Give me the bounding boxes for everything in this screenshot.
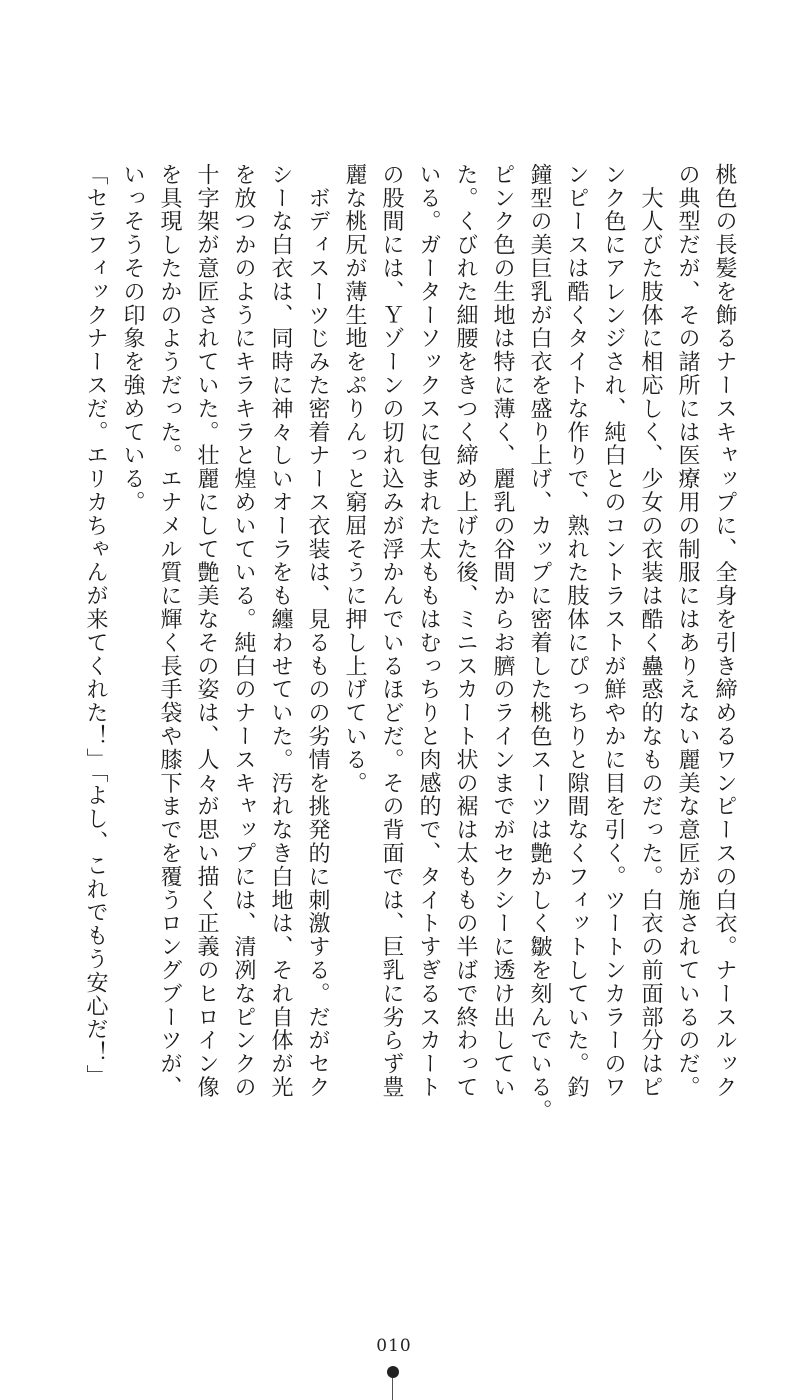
page-marker-line — [392, 1378, 393, 1400]
text-line: 桃色の長髪を飾るナースキャップに、全身を引き締めるワンピースの白衣。ナースルック — [712, 163, 737, 1099]
text-line: ボディスーツじみた密着ナース衣装は、見るものの劣情を挑発的に刺激する。だがセク — [305, 163, 330, 1099]
text-line: いる。ガーターソックスに包まれた太ももはむっちりと肉感的で、タイトすぎるスカート — [416, 163, 441, 1099]
text-line: を放つかのようにキラキラと煌めいている。純白のナースキャップには、清冽なピンクの — [231, 163, 256, 1099]
text-line: を具現したかのようだった。エナメル質に輝く長手袋や膝下までを覆うロングブーツが、 — [157, 163, 182, 1099]
text-line: ンク色にアレンジされ、純白とのコントラストが鮮やかに目を引く。ツートンカラーのワ — [601, 163, 626, 1099]
text-line: た。くびれた細腰をきつく締め上げた後、ミニスカート状の裾は太ももの半ばで終わって — [453, 163, 478, 1099]
text-line: ピンク色の生地は特に薄く、麗乳の谷間からお臍のラインまでがセクシーに透け出してい — [490, 163, 515, 1099]
text-line: の典型だが、その諸所には医療用の制服にはありえない麗美な意匠が施されているのだ。 — [675, 163, 700, 1099]
text-line: の股間には、Ｙゾーンの切れ込みが浮かんでいるほどだ。その背面では、巨乳に劣らず豊 — [379, 163, 404, 1099]
text-line: ンピースは酷くタイトな作りで、熟れた肢体にぴっちりと隙間なくフィットしていた。釣 — [564, 163, 589, 1099]
text-line: いっそうその印象を強めている。 — [120, 163, 145, 514]
text-line: 十字架が意匠されていた。壮麗にして艶美なその姿は、人々が思い描く正義のヒロイン像 — [194, 163, 219, 1099]
dialogue-line: 「セラフィックナースだ。エリカちゃんが来てくれた！」「よし、これでもう安心だ！」 — [83, 163, 108, 1088]
text-line: 大人びた肢体に相応しく、少女の衣装は酷く蠱惑的なものだった。白衣の前面部分はピ — [638, 163, 663, 1099]
page-marker-dot-icon — [387, 1366, 399, 1378]
page-number: 010 — [376, 1336, 412, 1356]
text-line: 鐘型の美巨乳が白衣を盛り上げ、カップに密着した桃色スーツは艶かしく皺を刻んでいる。 — [527, 163, 552, 1123]
text-line: 麗な桃尻が薄生地をぷりんっと窮屈そうに押し上げている。 — [342, 163, 367, 795]
text-line: シーな白衣は、同時に神々しいオーラをも纏わせていた。汚れなき白地は、それ自体が光 — [268, 163, 293, 1099]
body-text — [77, 163, 743, 1123]
